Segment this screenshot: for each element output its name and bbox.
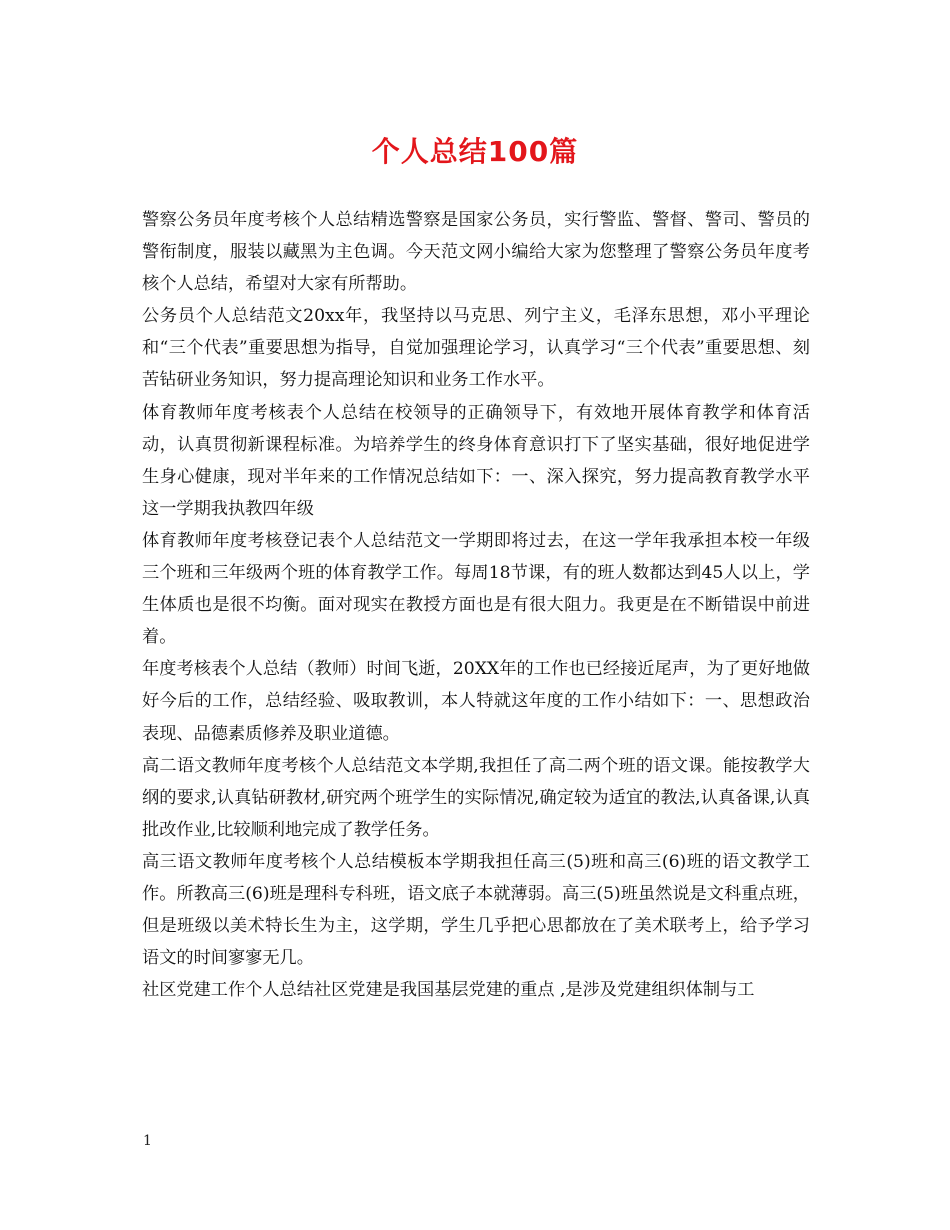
- paragraph-3: 体育教师年度考核表个人总结在校领导的正确领导下，有效地开展体育教学和体育活动，认真贯彻新课程标准。为培养学生的终身体育意识打下了坚实基础，很好地促进学生身心健康，现对半年来的工作情况总结如下：一、深入探究，努力提高教育教学水平这一学期我执教四年级: [142, 402, 810, 519]
- paragraph-1: 警察公务员年度考核个人总结精选警察是国家公务员，实行警监、警督、警司、警员的警衔制度，服装以藏黑为主色调。今天范文网小编给大家为您整理了警察公务员年度考核个人总结，希望对大家有所帮助。: [142, 210, 810, 295]
- paragraph-4: 体育教师年度考核登记表个人总结范文一学期即将过去，在这一学年我承担本校一年级三个班和三年级两个班的体育教学工作。每周18节课，有的班人数都达到45人以上，学生体质也是很不均衡。面对现实在教授方面也是有很大阻力。我更是在不断错误中前进着。: [142, 530, 810, 648]
- paragraph-8: 社区党建工作个人总结社区党建是我国基层党建的重点 ,是涉及党建组织体制与工: [142, 980, 755, 1001]
- paragraph-7: 高三语文教师年度考核个人总结模板本学期我担任高三(5)班和高三(6)班的语文教学工作。所教高三(6)班是理科专科班，语文底子本就薄弱。高三(5)班虽然说是文科重点班，但是班级以美术特长生为主，这学期，学生几乎把心思都放在了美术联考上，给予学习语文的时间寥寥无几。: [142, 851, 810, 969]
- paragraph-5: 年度考核表个人总结（教师）时间飞逝，20XX年的工作也已经接近尾声，为了更好地做好今后的工作，总结经验、吸取教训，本人特就这年度的工作小结如下：一、思想政治表现、品德素质修养及职业道德。: [142, 659, 810, 744]
- page-number: 1: [143, 1133, 152, 1149]
- paragraph-6: 高二语文教师年度考核个人总结范文本学期,我担任了高二两个班的语文课。能按教学大纲的要求,认真钻研教材,研究两个班学生的实际情况,确定较为适宜的教法,认真备课,认真批改作业,比较顺利地完成了教学任务。: [142, 755, 810, 840]
- page-title: 个人总结100篇: [371, 135, 579, 168]
- document-body: [142, 204, 810, 1006]
- paragraph-2: 公务员个人总结范文20xx年，我坚持以马克思、列宁主义，毛泽东思想，邓小平理论和“三个代表”重要思想为指导，自觉加强理论学习，认真学习“三个代表”重要思想、刻苦钻研业务知识，努力提高理论知识和业务工作水平。: [142, 306, 810, 391]
